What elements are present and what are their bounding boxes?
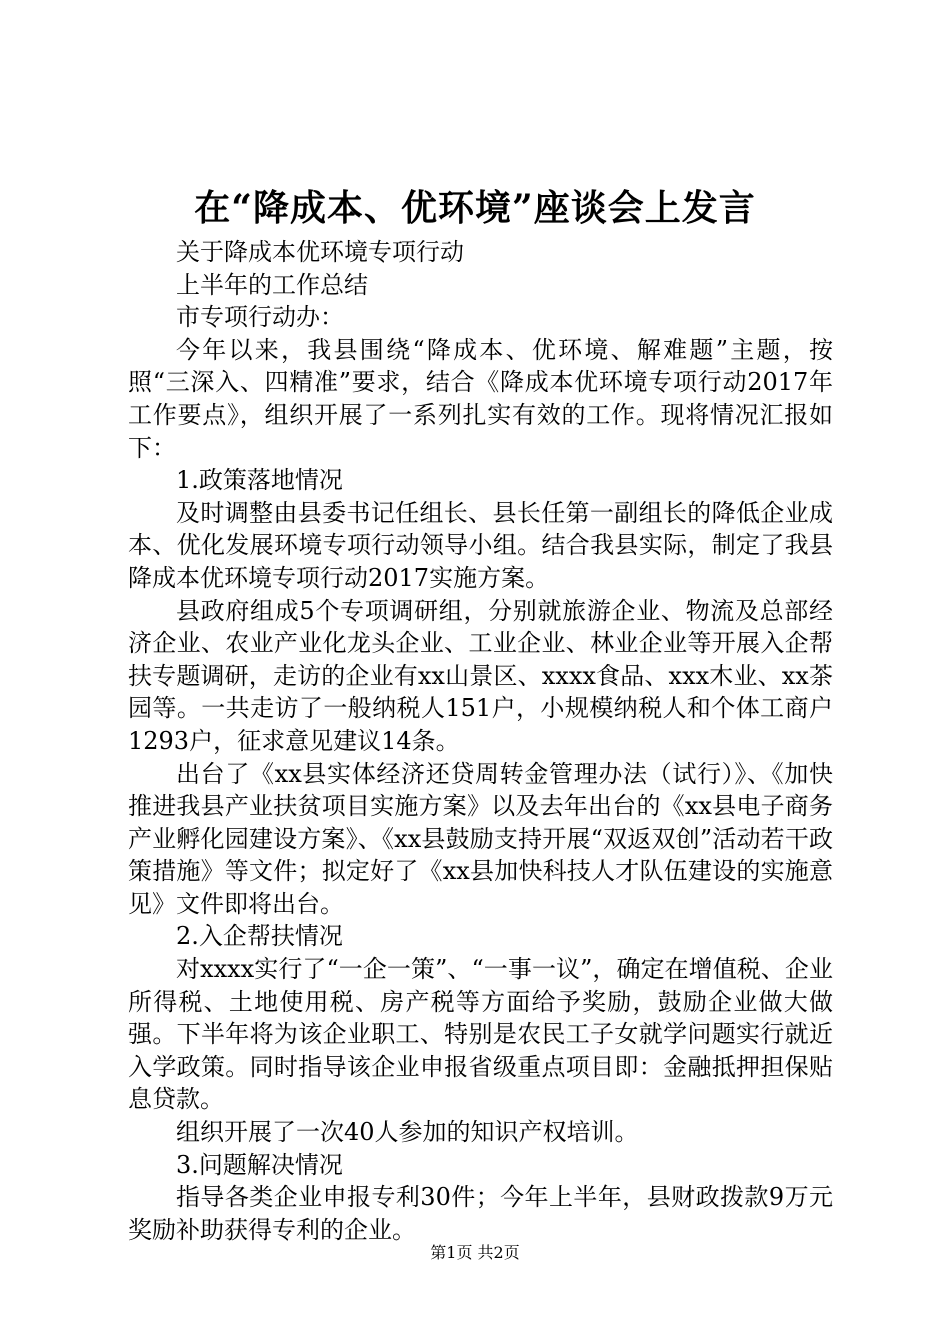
section-heading: 3.问题解决情况	[176, 1150, 343, 1179]
paragraph: 县政府组成5个专项调研组，分别就旅游企业、物流及总部经济企业、农业产业化龙头企业、工业企业、林业企业等开展入企帮扶专题调研，走访的企业有xx山景区、xxxx食品、xxx木业、xx茶园等。一共走访了一般纳税人151户，小规模纳税人和个体工商户1293户，征求意见建议14条。	[128, 596, 833, 755]
section-heading: 2.入企帮扶情况	[176, 922, 343, 951]
page-number: 第1页	[430, 1243, 473, 1262]
paragraph: 出台了《xx县实体经济还贷周转金管理办法（试行）》、《加快推进我县产业扶贫项目实施方案》以及去年出台的《xx县电子商务产业孵化园建设方案》、《xx县鼓励支持开展“双返双创”活动若干政策措施》等文件；拟定好了《xx县加快科技人才队伍建设的实施意见》文件即将出台。	[128, 759, 833, 918]
document-body	[128, 236, 833, 1246]
paragraph: 市专项行动办：	[176, 303, 344, 332]
section-heading: 1.政策落地情况	[176, 466, 343, 495]
paragraph: 组织开展了一次40人参加的知识产权培训。	[176, 1118, 639, 1147]
paragraph: 上半年的工作总结	[176, 270, 368, 299]
page-total: 共2页	[477, 1243, 520, 1262]
paragraph: 对xxxx实行了“一企一策”、“一事一议”，确定在增值税、企业所得税、土地使用税、房产税等方面给予奖励，鼓励企业做大做强。下半年将为该企业职工、特别是农民工子女就学问题实行就近入学政策。同时指导该企业申报省级重点项目即：金融抵押担保贴息贷款。	[128, 955, 833, 1114]
paragraph: 指导各类企业申报专利30件；今年上半年，县财政拨款9万元奖励补助获得专利的企业。	[128, 1183, 833, 1244]
document-title: 在“降成本、优环境”座谈会上发言	[194, 187, 756, 229]
paragraph: 今年以来，我县围绕“降成本、优环境、解难题”主题，按照“三深入、四精准”要求，结合《降成本优环境专项行动2017年工作要点》，组织开展了一系列扎实有效的工作。现将情况汇报如下：	[128, 335, 833, 462]
paragraph: 及时调整由县委书记任组长、县长任第一副组长的降低企业成本、优化发展环境专项行动领导小组。结合我县实际，制定了我县降成本优环境专项行动2017实施方案。	[128, 498, 833, 592]
page-footer	[0, 1241, 950, 1265]
paragraph: 关于降成本优环境专项行动	[176, 238, 464, 266]
